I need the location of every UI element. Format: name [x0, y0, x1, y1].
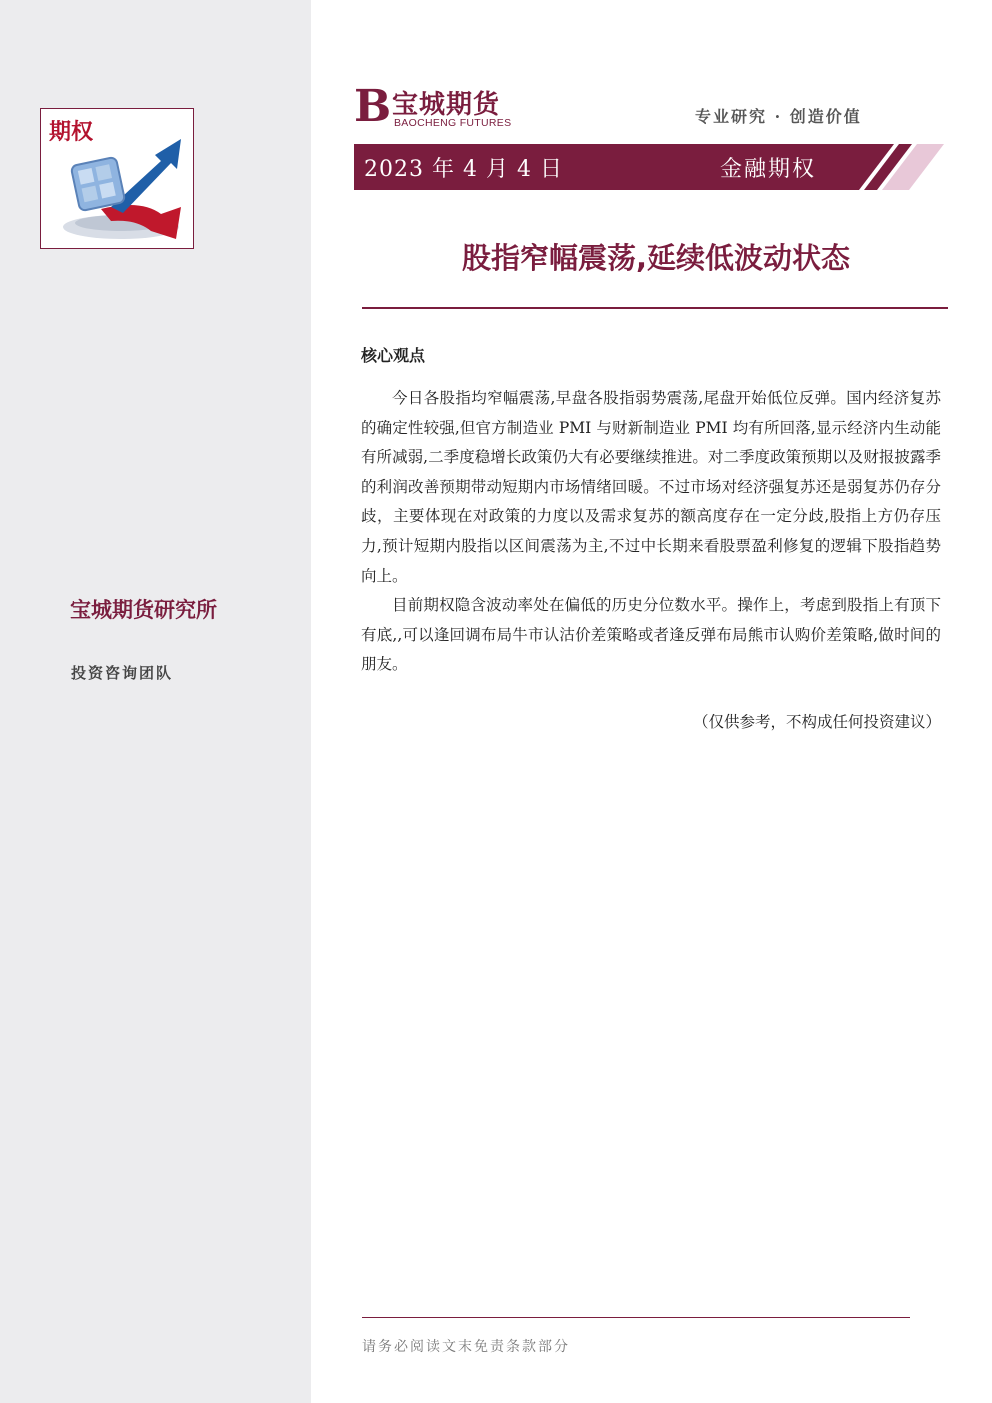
sidebar	[0, 0, 311, 1403]
footer-divider	[362, 1317, 910, 1318]
footer-note: 请务必阅读文末免责条款部分	[362, 1339, 570, 1355]
brand-name-en: BAOCHENG FUTURES	[394, 117, 512, 129]
report-date: 2023 年 4 月 4 日	[364, 157, 563, 182]
brand-name-cn: 宝城期货	[392, 90, 501, 120]
title-divider	[362, 307, 948, 309]
institute-name: 宝城期货研究所	[70, 598, 217, 622]
brand-logo	[354, 81, 524, 132]
options-logo	[40, 108, 194, 249]
header-banner	[354, 144, 944, 190]
disclaimer: （仅供参考，不构成任何投资建议）	[692, 713, 941, 731]
brand-letter: B	[354, 81, 392, 132]
team-name: 投资咨询团队	[71, 664, 174, 682]
body-paragraph: 目前期权隐含波动率处在偏低的历史分位数水平。操作上，考虑到股指上有顶下有底,,可以逢回调布局牛市认沽价差策略或者逢反弹布局熊市认购价差策略,做时间的朋友。	[361, 596, 941, 674]
report-body	[361, 384, 941, 680]
report-category: 金融期权	[720, 157, 817, 182]
section-heading: 核心观点	[361, 346, 426, 365]
options-logo-label: 期权	[49, 120, 94, 145]
body-paragraph: 今日各股指均窄幅震荡,早盘各股指弱势震荡,尾盘开始低位反弹。国内经济复苏的确定性较强,但官方制造业 PMI 与财新制造业 PMI 均有所回落,显示经济内生动能有所减弱,二季度稳增长政策仍大有必要继续推进。对二季度政策预期以及财报披露季的利润改善预期带动短期内市场情绪回暖。不过市场对经济强复苏还是弱复苏仍存分歧，主要体现在对政策的力度以及需求复苏的额高度存在一定分歧,股指上方仍存压力,预计短期内股指以区间震荡为主,不过中长期来看股票盈利修复的逻辑下股指趋势向上。	[361, 389, 941, 585]
brand-slogan: 专业研究 · 创造价值	[695, 107, 862, 126]
report-title: 股指窄幅震荡,延续低波动状态	[461, 241, 851, 275]
